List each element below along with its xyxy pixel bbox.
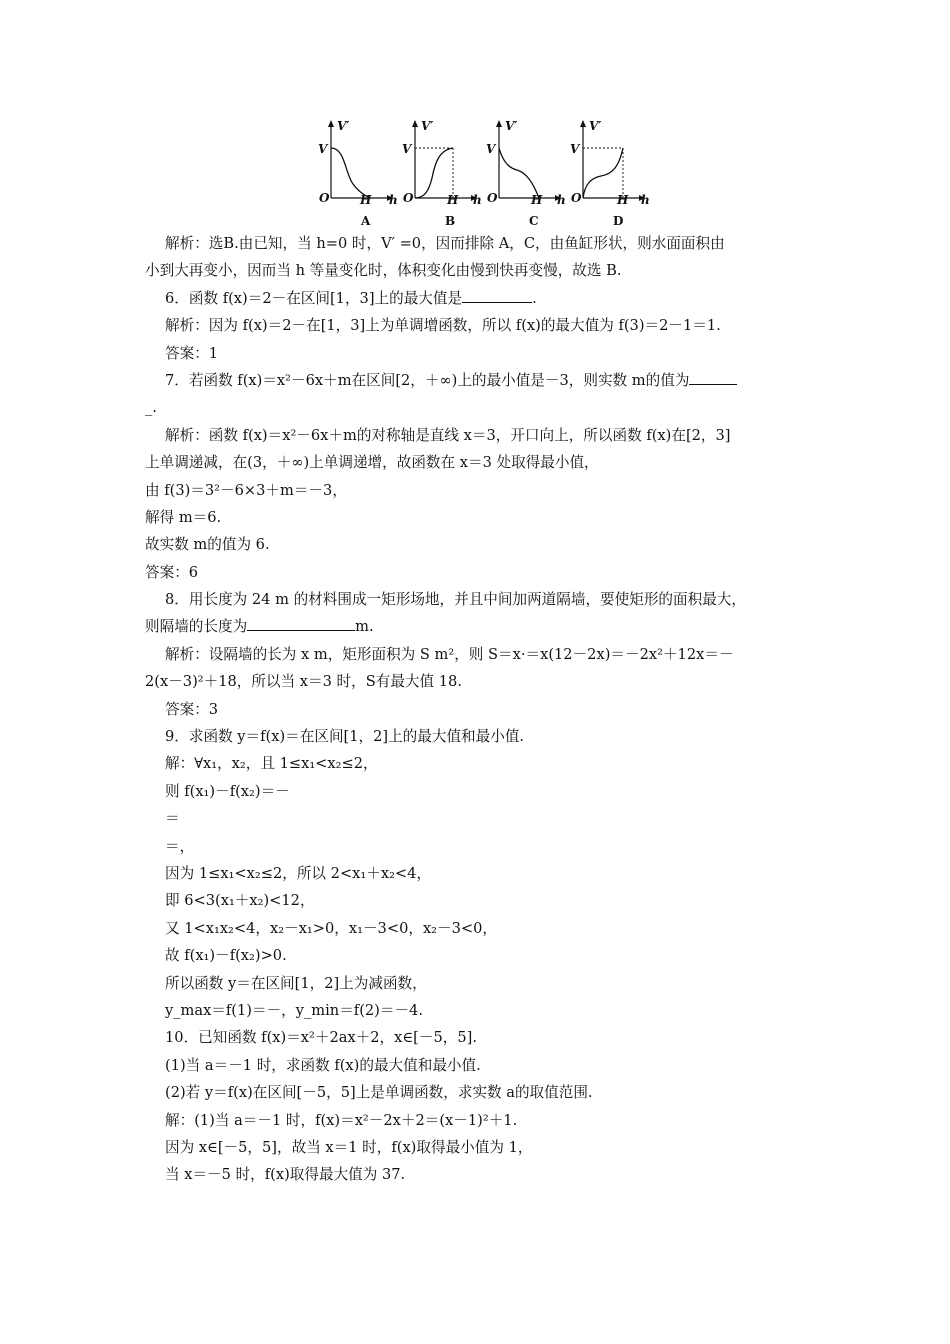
question-7-tail: _.	[145, 399, 157, 417]
graph-a-v-label: V	[318, 142, 328, 156]
question-7	[145, 367, 825, 394]
text-line: 解析：设隔墙的长为 x m，矩形面积为 S m²，则 S＝x·＝x(12－2x)＝－2x²＋12x＝－	[165, 645, 734, 663]
graph-b-h-axis-label: h	[473, 193, 482, 207]
question-7-continued	[145, 394, 825, 421]
answer-blank	[247, 616, 355, 631]
answer-line: 答案：3	[165, 700, 219, 718]
graph-d-caption: D	[613, 214, 624, 228]
text-line: 解析：因为 f(x)＝2－在[1，3]上为单调增函数，所以 f(x)的最大值为 f(3)＝2－1＝1.	[165, 317, 721, 335]
graph-option-b	[399, 118, 482, 230]
text-line: 小到大再变小，因而当 h 等量变化时，体积变化由慢到快再变慢，故选 B.	[145, 262, 622, 280]
text-line: 上单调递减，在(3，＋∞)上单调递增，故函数在 x＝3 处取得最小值，	[145, 454, 599, 472]
text-line: 解析：函数 f(x)＝x²－6x＋m的对称轴是直线 x＝3，开口向上，所以函数 f(x)在[2，3]	[165, 426, 731, 444]
text-line: 故实数 m的值为 6.	[145, 536, 270, 554]
graph-b-v-label: V	[402, 142, 412, 156]
graph-b-vprime-label: V′	[421, 119, 434, 133]
question-6	[145, 285, 825, 312]
text-line: 8．用长度为 24 m 的材料围成一矩形场地，并且中间加两道隔墙，要使矩形的面积最大，	[165, 591, 746, 609]
graph-c-origin-label: O	[487, 191, 498, 205]
answer-choice-graphs	[315, 118, 650, 230]
graph-d-hcap-label: H	[617, 193, 629, 207]
answer-line: 答案：1	[165, 344, 219, 362]
graph-d-v-label: V	[570, 142, 580, 156]
question-8-text: 则隔墙的长度为	[145, 618, 248, 636]
graph-a-h-axis-label: h	[389, 193, 398, 207]
graph-d-origin-label: O	[571, 191, 582, 205]
text-line: 故 f(x₁)－f(x₂)>0.	[165, 947, 287, 965]
graph-c-vprime-label: V′	[505, 119, 518, 133]
text-line: 2(x－3)²＋18，所以当 x＝3 时，S有最大值 18.	[145, 673, 462, 691]
graph-b-caption: B	[445, 214, 456, 228]
answer-blank	[462, 288, 532, 303]
text-line: 当 x＝－5 时，f(x)取得最大值为 37.	[165, 1166, 406, 1184]
question-8	[145, 613, 825, 640]
text-line: (1)当 a＝－1 时，求函数 f(x)的最大值和最小值.	[165, 1056, 481, 1074]
question-7-text: 7．若函数 f(x)＝x²－6x＋m在区间[2，＋∞)上的最小值是－3，则实数 m的值为	[165, 371, 690, 389]
text-line: y_max＝f(1)＝－，y_min＝f(2)＝－4.	[165, 1001, 423, 1019]
text-line: ＝	[165, 810, 180, 828]
text-line: (2)若 y＝f(x)在区间[－5，5]上是单调函数，求实数 a的取值范围.	[165, 1084, 593, 1102]
question-8-tail: m.	[355, 618, 374, 636]
graph-d-h-axis-label: h	[641, 193, 650, 207]
graph-c-v-label: V	[486, 142, 496, 156]
graph-option-c	[483, 118, 566, 230]
graph-a-caption: A	[361, 214, 371, 228]
answer-line: 答案：6	[145, 563, 199, 581]
text-line: 因为 1≤x₁<x₂≤2，所以 2<x₁＋x₂<4，	[165, 864, 432, 882]
graph-a-vprime-label: V′	[337, 119, 350, 133]
text-line: 9．求函数 y＝f(x)＝在区间[1，2]上的最大值和最小值.	[165, 728, 525, 746]
graph-c-h-axis-label: h	[557, 193, 566, 207]
question-6-text: 6．函数 f(x)＝2－在区间[1，3]上的最大值是	[165, 289, 463, 307]
text-line: 由 f(3)＝3²－6×3＋m＝－3，	[145, 481, 347, 499]
text-line: 又 1<x₁x₂<4，x₂－x₁>0，x₁－3<0，x₂－3<0，	[165, 919, 498, 937]
question-6-tail: .	[532, 289, 537, 307]
graph-a-origin-label: O	[319, 191, 330, 205]
text-line: 因为 x∈[－5，5]，故当 x＝1 时，f(x)取得最小值为 1，	[165, 1138, 533, 1156]
text-line: 则 f(x₁)－f(x₂)＝－	[165, 782, 290, 800]
graph-c-caption: C	[529, 214, 539, 228]
text-line: 即 6<3(x₁＋x₂)<12，	[165, 892, 315, 910]
answer-blank	[689, 370, 737, 385]
graph-d-vprime-label: V′	[589, 119, 602, 133]
graph-b-origin-label: O	[403, 191, 414, 205]
text-line: 所以函数 y＝在区间[1，2]上为减函数，	[165, 974, 427, 992]
text-line: 解得 m＝6.	[145, 508, 222, 526]
graph-c-hcap-label: H	[531, 193, 543, 207]
graph-b-hcap-label: H	[447, 193, 459, 207]
text-line: 解：(1)当 a＝－1 时，f(x)＝x²－2x＋2＝(x－1)²＋1.	[165, 1111, 518, 1129]
text-line: 解：∀x₁，x₂，且 1≤x₁<x₂≤2，	[165, 755, 378, 773]
graph-option-a	[315, 118, 398, 230]
text-line: 10．已知函数 f(x)＝x²＋2ax＋2，x∈[－5，5].	[165, 1029, 477, 1047]
graph-option-d	[567, 118, 650, 230]
solution-text	[145, 230, 825, 1189]
text-line: ＝，	[165, 837, 195, 855]
graph-a-hcap-label: H	[360, 193, 372, 207]
text-line: 解析：选B.由已知，当 h=0 时，V′ =0，因而排除 A，C，由鱼缸形状，则水面面积由	[165, 235, 725, 252]
